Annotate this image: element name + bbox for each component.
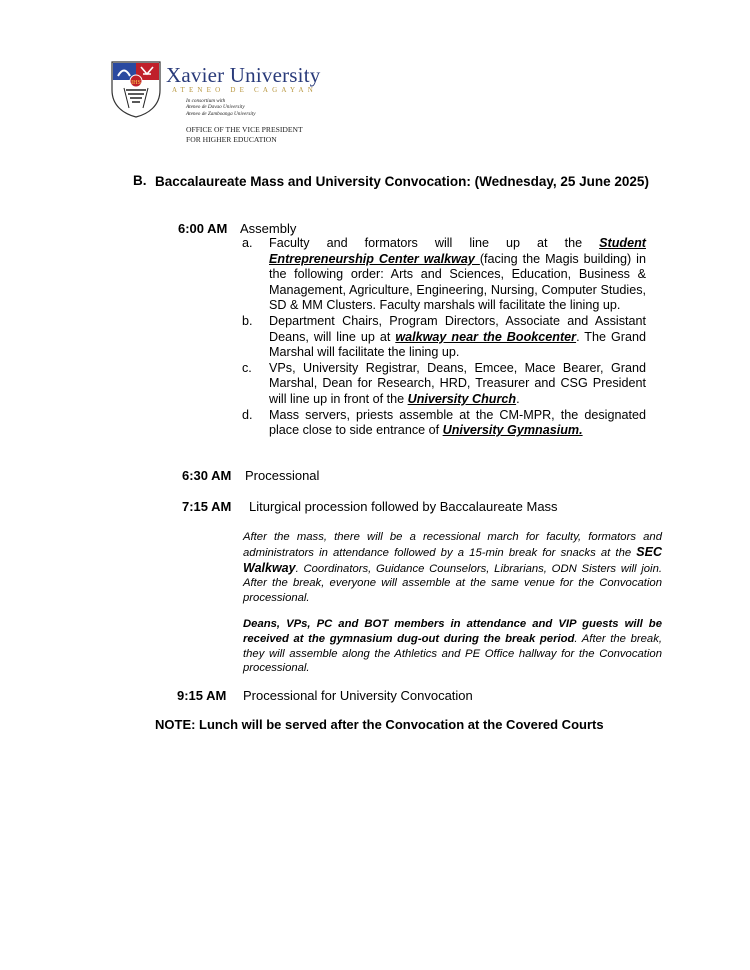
note-paragraph: After the mass, there will be a recessional march for faculty, formators and administrators in attendance followed by a 15-min break for snacks at the SEC Walkway. Coordinators, Guidance Counselors, Librarians, ODN Sisters will join. After the break, everyone will assemble at the same venue for the Convocation processional.: [243, 531, 662, 605]
schedule-event: Processional for University Convocation: [243, 688, 473, 703]
assembly-list: [242, 236, 646, 439]
note-paragraph: Deans, VPs, PC and BOT members in attendance and VIP guests will be received at the gymnasium dug-out during the break period. After the break, they will assemble along the Athletics and PE Office hallway for the Convocation processional.: [243, 618, 662, 675]
schedule-event: Assembly: [240, 221, 297, 236]
location-emphasis: walkway near the Bookcenter: [395, 329, 577, 344]
location-emphasis: Student Entrepreneurship Center walkway: [269, 236, 646, 266]
list-item: d. Mass servers, priests assemble at the CM-MPR, the designated place close to side entrance of University Gymnasium.: [242, 407, 646, 438]
section-title: Baccalaureate Mass and University Convocation: (Wednesday, 25 June 2025): [155, 174, 649, 189]
section-letter: B.: [133, 173, 147, 188]
university-name: Xavier University: [166, 63, 321, 87]
office-name: OFFICE OF THE VICE PRESIDENT FOR HIGHER EDUCATION: [186, 125, 303, 144]
consortium-text: In consortium with Ateneo de Davao University Ateneo de Zamboanga University: [186, 98, 256, 117]
location-emphasis: University Gymnasium.: [442, 423, 583, 438]
university-subtitle: ATENEO DE CAGAYAN: [172, 86, 318, 94]
list-item: b. Department Chairs, Program Directors, Associate and Assistant Deans, will line up at walkway near the Bookcenter. The Grand Marshal will facilitate the lining up.: [242, 313, 646, 360]
list-item: a. Faculty and formators will line up at the Student Entrepreneurship Center walkway (facing the Magis building) in the following order: Arts and Sciences, Education, Business & Management, Agriculture, Engineering, Nursing, Computer Studies, SD & MM Clusters. Faculty marshals will facilitate the lining up.: [242, 236, 646, 313]
schedule-time: 7:15 AM: [182, 499, 232, 514]
location-emphasis: SEC Walkway: [243, 544, 662, 575]
schedule-time: 6:00 AM: [178, 221, 228, 236]
guest-emphasis: Deans, VPs, PC and BOT members in attendance and VIP guests will be received at the gymnasium dug-out during the break period: [243, 618, 662, 645]
university-crest-icon: [110, 60, 162, 118]
schedule-time: 9:15 AM: [177, 688, 227, 703]
lunch-note: NOTE: Lunch will be served after the Convocation at the Covered Courts: [155, 717, 604, 732]
schedule-event: Liturgical procession followed by Baccalaureate Mass: [249, 499, 558, 514]
schedule-event: Processional: [245, 468, 320, 483]
location-emphasis: University Church: [407, 391, 517, 406]
list-item: c. VPs, University Registrar, Deans, Emcee, Mace Bearer, Grand Marshal, Dean for Research, HRD, Treasurer and CSG President will line up in front of the University Church.: [242, 360, 646, 406]
svg-text:IHS: IHS: [131, 80, 141, 86]
schedule-time: 6:30 AM: [182, 468, 232, 483]
